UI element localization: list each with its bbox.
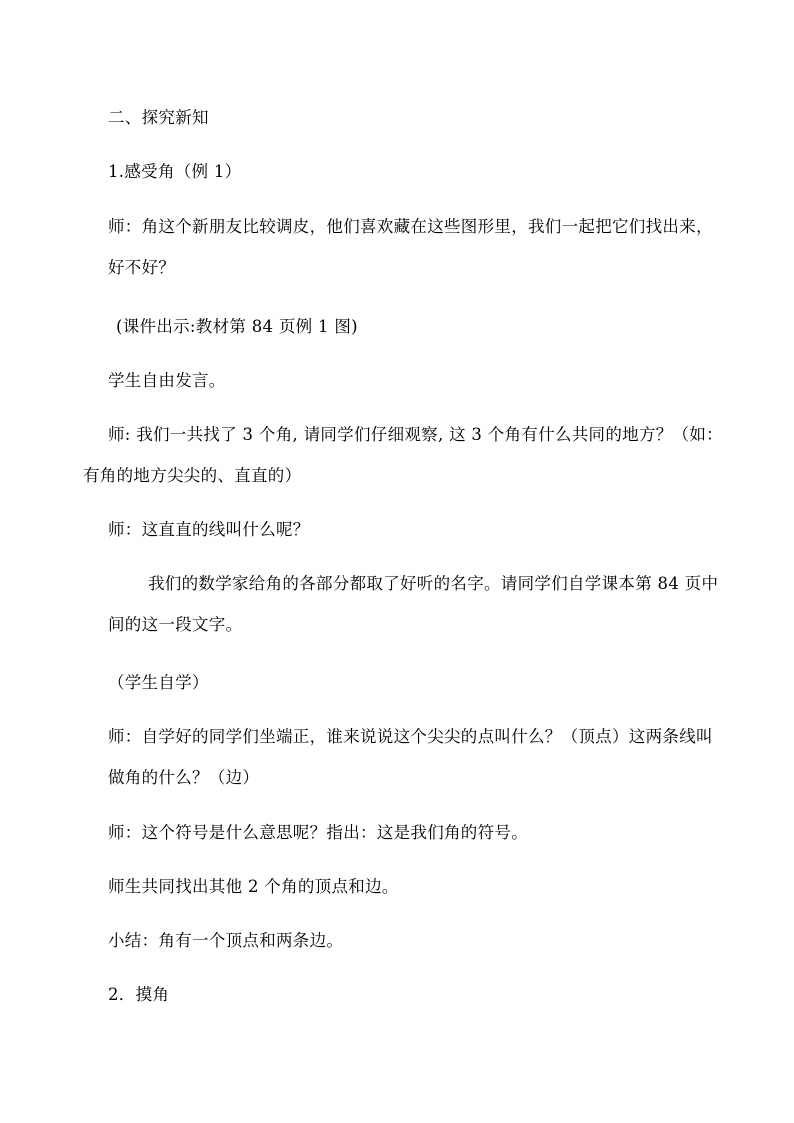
summary-paragraph: 小结：角有一个顶点和两条边。	[108, 931, 344, 950]
touch-angle-heading: 2．摸角	[108, 985, 170, 1004]
teacher-paragraph-5: 师：这个符号是什么意思呢？指出：这是我们角的符号。	[108, 823, 528, 842]
teacher-paragraph-1: 师：角这个新朋友比较调皮，他们喜欢藏在这些图形里，我们一起把它们找出来，好不好？	[108, 217, 713, 277]
teacher-paragraph-4: 师：自学好的同学们坐端正，谁来说说这个尖尖的点叫什么？（顶点）这两条线叫做角的什么？（边）	[108, 727, 713, 787]
students-paragraph: 学生自由发言。	[108, 371, 226, 390]
teacher-paragraph-3: 师：这直直的线叫什么呢？	[108, 520, 310, 539]
courseware-note: (课件出示:教材第 84 页例 1 图)	[116, 317, 358, 336]
self-study-note: （学生自学）	[108, 673, 209, 692]
teacher-paragraph-2: 师: 我们一共找了 3 个角, 请同学们仔细观察, 这 3 个角有什么共同的地方？（如：有角的地方尖尖的、直直的）	[83, 425, 723, 485]
example-heading: 1.感受角（例 1）	[108, 162, 242, 181]
section-heading: 二、探究新知	[108, 108, 209, 127]
mathematician-paragraph: 我们的数学家给角的各部分都取了好听的名字。请同学们自学课本第 84 页中间的这一段文字。	[108, 574, 719, 634]
together-paragraph: 师生共同找出其他 2 个角的顶点和边。	[108, 877, 399, 896]
